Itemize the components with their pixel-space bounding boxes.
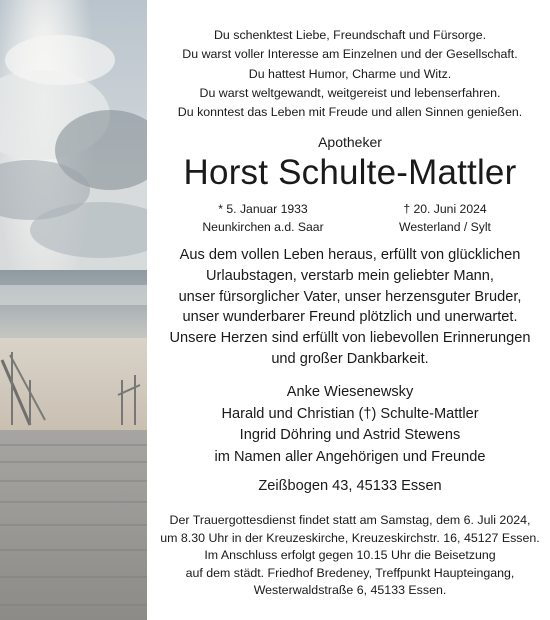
mourner-line: Anke Wiesenewsky — [286, 384, 414, 400]
profession: Apotheker — [318, 134, 382, 150]
service-line: auf dem städt. Friedhof Bredeney, Treffpunkt Haupteingang, — [185, 565, 515, 580]
birth-date: * 5. Januar 1933 — [218, 202, 308, 216]
message-line: unser fürsorglicher Vater, unser herzensguter Bruder, — [178, 288, 522, 305]
mourner-line: Ingrid Döhring und Astrid Stewens — [239, 427, 461, 443]
deceased-name: Horst Schulte-Mattler — [183, 153, 517, 192]
poem-line: Du warst voller Interesse am Einzelnen und der Gesellschaft. — [182, 47, 518, 62]
message-line: unser wunderbarer Freund plötzlich und unerwartet. — [182, 309, 518, 326]
mourner-address: Zeißbogen 43, 45133 Essen — [258, 478, 442, 494]
service-line: Im Anschluss erfolgt gegen 10.15 Uhr die Beisetzung — [204, 548, 496, 563]
poem-line: Du hattest Humor, Charme und Witz. — [248, 66, 452, 81]
service-line: um 8.30 Uhr in der Kreuzeskirche, Kreuzeskirchstr. 16, 45127 Essen. — [160, 530, 540, 545]
message-line: Unsere Herzen sind erfüllt von liebevollen Erinnerungen — [169, 330, 531, 347]
mourner-line: im Namen aller Angehörigen und Freunde — [214, 448, 486, 465]
beach-boardwalk-photo — [0, 0, 147, 620]
mourners — [150, 382, 550, 468]
poem — [150, 26, 550, 122]
text-column — [150, 0, 550, 620]
birth-place: Neunkirchen a.d. Saar — [202, 220, 324, 234]
obituary-message — [150, 245, 550, 370]
poem-line: Du konntest das Leben mit Freude und allen Sinnen genießen. — [177, 105, 523, 120]
poem-line: Du warst weltgewandt, weitgereist und lebenserfahren. — [199, 85, 501, 100]
death-date: † 20. Juni 2024 — [403, 202, 487, 216]
funeral-service-info — [150, 512, 550, 600]
death-info — [360, 200, 530, 236]
mourner-line: Harald und Christian (†) Schulte-Mattler — [221, 405, 479, 422]
poem-line: Du schenktest Liebe, Freundschaft und Fürsorge. — [213, 28, 487, 42]
message-line: und großer Dankbarkeit. — [271, 350, 429, 367]
service-line: Westerwaldstraße 6, 45133 Essen. — [253, 583, 447, 598]
death-place: Westerland / Sylt — [399, 220, 491, 234]
birth-info — [178, 200, 348, 236]
message-line: Urlaubstagen, verstarb mein geliebter Mann, — [206, 267, 494, 284]
message-line: Aus dem vollen Leben heraus, erfüllt von glücklichen — [179, 247, 521, 263]
service-line: Der Trauergottesdienst findet statt am Samstag, dem 6. Juli 2024, — [169, 513, 531, 527]
